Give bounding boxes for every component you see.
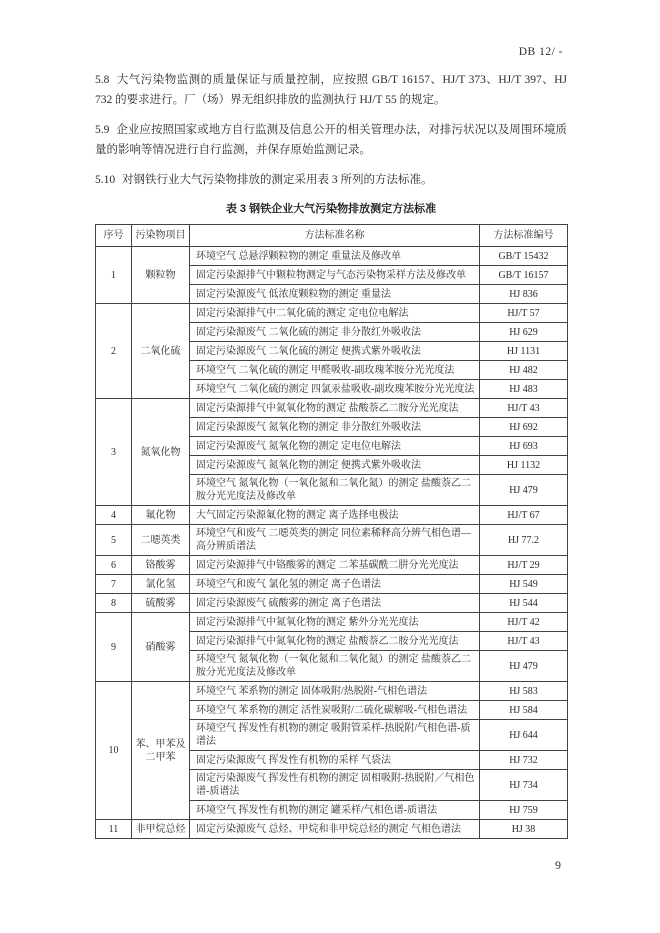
methods-table: [95, 224, 568, 839]
row-number-cell: 10: [96, 682, 132, 820]
clause-text: 企业应按照国家或地方自行监测及信息公开的相关管理办法，对排污状况以及周围环境质量的影响等情况进行自行监测，并保存原始监测记录。: [95, 124, 567, 156]
pollutant-cell: 氮氧化物: [132, 399, 190, 506]
method-name-cell: 固定污染源废气 氮氧化物的测定 定电位电解法: [190, 437, 480, 456]
method-name-cell: 环境空气 苯系物的测定 活性炭吸附/二硫化碳解吸-气相色谱法: [190, 701, 480, 720]
clause-number: 5.10: [95, 174, 116, 186]
table-row: [96, 594, 568, 613]
row-number-cell: 2: [96, 304, 132, 399]
pollutant-cell: 二噁英类: [132, 525, 190, 556]
col-header-method-name: 方法标准名称: [190, 225, 480, 247]
method-code-cell: HJ 479: [480, 651, 568, 682]
col-header-method-code: 方法标准编号: [480, 225, 568, 247]
method-code-cell: HJ 693: [480, 437, 568, 456]
table-row: [96, 682, 568, 701]
pollutant-cell: 氟化物: [132, 506, 190, 525]
method-name-cell: 固定污染源排气中氮氧化物的测定 盐酸萘乙二胺分光光度法: [190, 399, 480, 418]
method-code-cell: GB/T 16157: [480, 266, 568, 285]
row-number-cell: 8: [96, 594, 132, 613]
pollutant-cell: 硝酸雾: [132, 613, 190, 682]
table-row: [96, 556, 568, 575]
methods-table-body: [96, 247, 568, 839]
row-number-cell: 3: [96, 399, 132, 506]
row-number-cell: 5: [96, 525, 132, 556]
clause-text: 对钢铁行业大气污染物排放的测定采用表 3 所列的方法标准。: [122, 174, 433, 186]
table-header-row: [96, 225, 568, 247]
table-row: [96, 525, 568, 556]
method-name-cell: 环境空气 二氧化硫的测定 甲醛吸收-副玫瑰苯胺分光光度法: [190, 361, 480, 380]
method-code-cell: HJ 1132: [480, 456, 568, 475]
method-name-cell: 固定污染源废气 低浓度颗粒物的测定 重量法: [190, 285, 480, 304]
method-name-cell: 环境空气 总悬浮颗粒物的测定 重量法及修改单: [190, 247, 480, 266]
method-name-cell: 固定污染源排气中氮氧化物的测定 盐酸萘乙二胺分光光度法: [190, 632, 480, 651]
method-code-cell: HJ/T 43: [480, 399, 568, 418]
clause-5-8: [95, 70, 567, 110]
pollutant-cell: 颗粒物: [132, 247, 190, 304]
method-name-cell: 固定污染源废气 挥发性有机物的测定 固相吸附-热脱附／气相色谱-质谱法: [190, 770, 480, 801]
method-name-cell: 环境空气 氮氧化物（一氧化氮和二氧化氮）的测定 盐酸萘乙二胺分光光度法及修改单: [190, 651, 480, 682]
method-name-cell: 固定污染源废气 二氧化硫的测定 非分散红外吸收法: [190, 323, 480, 342]
row-number-cell: 11: [96, 820, 132, 839]
method-code-cell: HJ 77.2: [480, 525, 568, 556]
method-name-cell: 环境空气 氮氧化物（一氧化氮和二氧化氮）的测定 盐酸萘乙二胺分光光度法及修改单: [190, 475, 480, 506]
method-name-cell: 固定污染源废气 总烃、甲烷和非甲烷总烃的测定 气相色谱法: [190, 820, 480, 839]
method-name-cell: 固定污染源排气中氮氧化物的测定 紫外分光光度法: [190, 613, 480, 632]
method-code-cell: HJ/T 29: [480, 556, 568, 575]
method-code-cell: HJ 549: [480, 575, 568, 594]
pollutant-cell: 苯、甲苯及二甲苯: [132, 682, 190, 820]
method-code-cell: HJ 584: [480, 701, 568, 720]
method-name-cell: 固定污染源废气 二氧化硫的测定 便携式紫外吸收法: [190, 342, 480, 361]
method-name-cell: 固定污染源废气 硫酸雾的测定 离子色谱法: [190, 594, 480, 613]
table-row: [96, 304, 568, 323]
clause-5-10: [95, 170, 567, 190]
table-row: [96, 506, 568, 525]
method-code-cell: HJ/T 42: [480, 613, 568, 632]
page-content: [95, 70, 567, 839]
method-name-cell: 环境空气和废气 氯化氢的测定 离子色谱法: [190, 575, 480, 594]
row-number-cell: 7: [96, 575, 132, 594]
method-code-cell: HJ/T 43: [480, 632, 568, 651]
method-code-cell: HJ 483: [480, 380, 568, 399]
table-row: [96, 575, 568, 594]
col-header-index: 序号: [96, 225, 132, 247]
clause-5-9: [95, 120, 567, 160]
method-code-cell: HJ 644: [480, 720, 568, 751]
method-name-cell: 环境空气 挥发性有机物的测定 吸附管采样-热脱附/气相色谱-质谱法: [190, 720, 480, 751]
table-3-title: 表 3 钢铁企业大气污染物排放测定方法标准: [225, 203, 437, 215]
pollutant-cell: 硫酸雾: [132, 594, 190, 613]
table-row: [96, 613, 568, 632]
method-name-cell: 固定污染源废气 氮氧化物的测定 非分散红外吸收法: [190, 418, 480, 437]
pollutant-cell: 二氧化硫: [132, 304, 190, 399]
clause-number: 5.8: [95, 74, 110, 86]
method-name-cell: 大气固定污染源氟化物的测定 离子选择电极法: [190, 506, 480, 525]
method-code-cell: HJ 734: [480, 770, 568, 801]
method-code-cell: HJ/T 57: [480, 304, 568, 323]
method-code-cell: HJ 479: [480, 475, 568, 506]
method-code-cell: HJ 544: [480, 594, 568, 613]
page-number: 9: [555, 858, 561, 872]
method-code-cell: HJ 759: [480, 801, 568, 820]
method-code-cell: HJ 1131: [480, 342, 568, 361]
method-name-cell: 固定污染源废气 挥发性有机物的采样 气袋法: [190, 751, 480, 770]
clause-text: 大气污染物监测的质量保证与质量控制，应按照 GB/T 16157、HJ/T 373、HJ/T 397、HJ 732 的要求进行。厂（场）界无组织排放的监测执行 HJ/T 55 的规定。: [95, 74, 567, 106]
method-code-cell: HJ 692: [480, 418, 568, 437]
document-code: DB 12/ -: [518, 46, 563, 58]
row-number-cell: 6: [96, 556, 132, 575]
method-name-cell: 环境空气和废气 二噁英类的测定 同位素稀释高分辨气相色谱—高分辨质谱法: [190, 525, 480, 556]
method-name-cell: 固定污染源排气中颗粒物测定与气态污染物采样方法及修改单: [190, 266, 480, 285]
row-number-cell: 1: [96, 247, 132, 304]
table-row: [96, 247, 568, 266]
method-name-cell: 环境空气 苯系物的测定 固体吸附/热脱附-气相色谱法: [190, 682, 480, 701]
method-code-cell: HJ 629: [480, 323, 568, 342]
method-code-cell: HJ 732: [480, 751, 568, 770]
method-code-cell: HJ/T 67: [480, 506, 568, 525]
method-name-cell: 环境空气 挥发性有机物的测定 罐采样/气相色谱-质谱法: [190, 801, 480, 820]
method-name-cell: 固定污染源废气 氮氧化物的测定 便携式紫外吸收法: [190, 456, 480, 475]
method-code-cell: HJ 482: [480, 361, 568, 380]
method-name-cell: 环境空气 二氧化硫的测定 四氯汞盐吸收-副玫瑰苯胺分光光度法: [190, 380, 480, 399]
clause-number: 5.9: [95, 124, 110, 136]
table-row: [96, 820, 568, 839]
pollutant-cell: 非甲烷总烃: [132, 820, 190, 839]
method-code-cell: HJ 38: [480, 820, 568, 839]
pollutant-cell: 铬酸雾: [132, 556, 190, 575]
pollutant-cell: 氯化氢: [132, 575, 190, 594]
method-code-cell: HJ 836: [480, 285, 568, 304]
method-name-cell: 固定污染源排气中二氧化硫的测定 定电位电解法: [190, 304, 480, 323]
method-code-cell: GB/T 15432: [480, 247, 568, 266]
table-row: [96, 399, 568, 418]
col-header-pollutant: 污染物项目: [132, 225, 190, 247]
method-code-cell: HJ 583: [480, 682, 568, 701]
method-name-cell: 固定污染源排气中铬酸雾的测定 二苯基碳酰二肼分光光度法: [190, 556, 480, 575]
row-number-cell: 4: [96, 506, 132, 525]
row-number-cell: 9: [96, 613, 132, 682]
